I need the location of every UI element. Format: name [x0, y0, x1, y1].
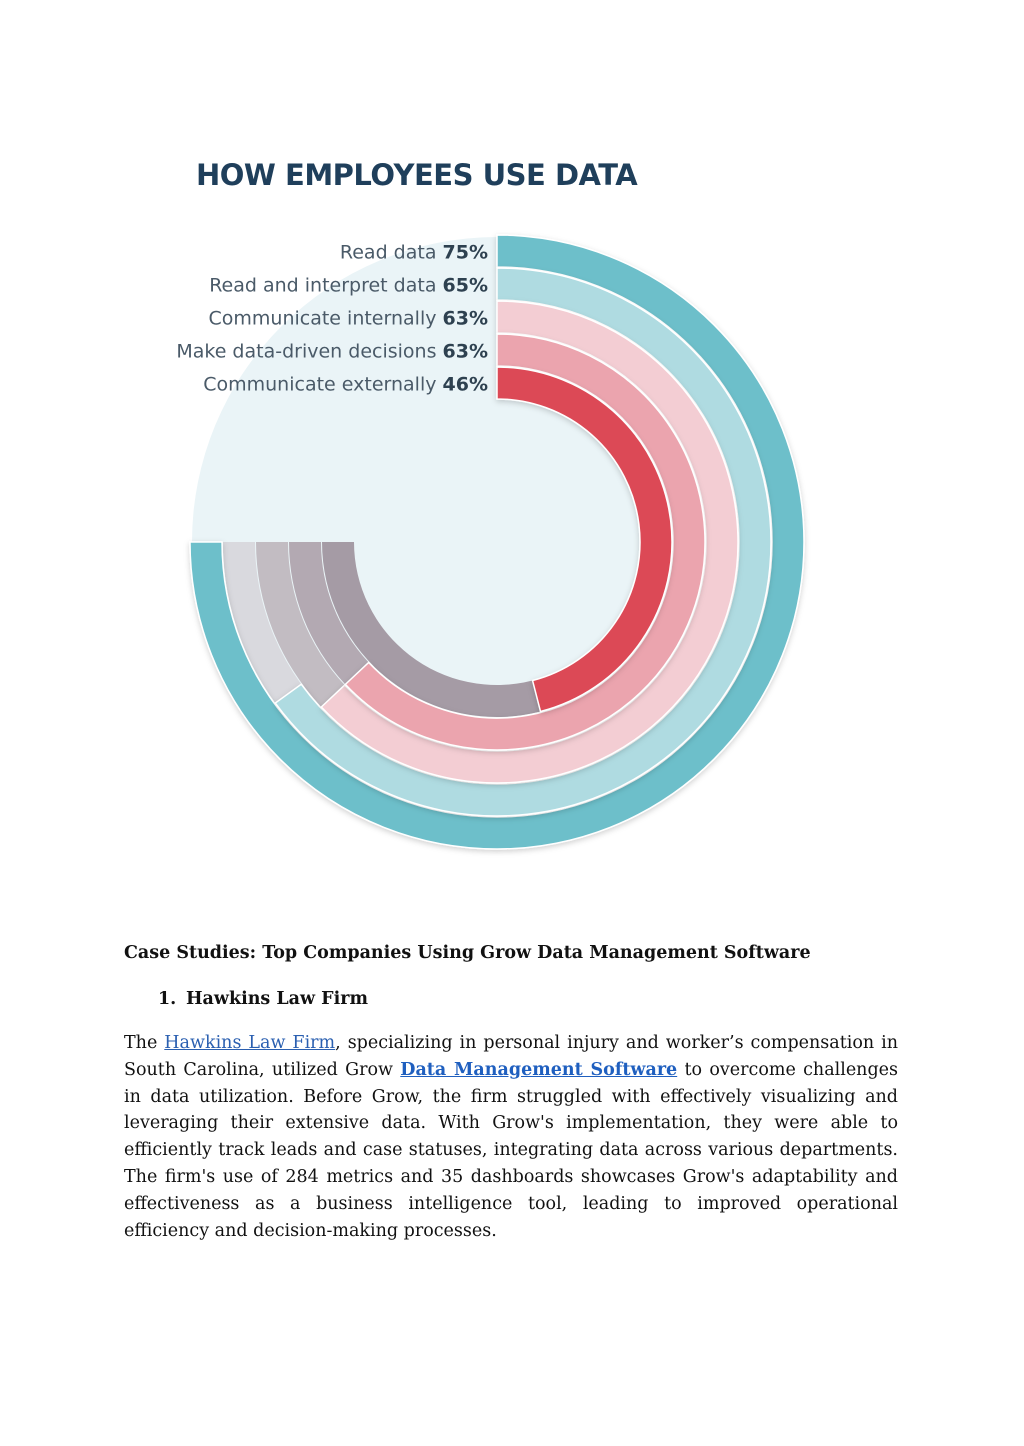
- ring-label-text-4: Make data-driven decisions: [176, 340, 443, 363]
- ring-value-1: 75%: [442, 241, 488, 264]
- ring-value-4: 63%: [442, 340, 488, 363]
- ring-label-text-1: Read data: [339, 241, 443, 264]
- chart-title: HOW EMPLOYEES USE DATA: [196, 158, 638, 192]
- list-item-number: 1.: [158, 989, 177, 1009]
- ring-value-2: 65%: [442, 274, 488, 297]
- section-heading: Case Studies: Top Companies Using Grow Data Management Software: [124, 943, 811, 963]
- data-management-software-link[interactable]: Data Management Software: [400, 1059, 678, 1080]
- para-start: The: [124, 1033, 165, 1053]
- para-mid: , specializing in personal injury and worker’s compensation in South Carolina, utilized Grow: [124, 1033, 898, 1080]
- ring-value-3: 63%: [442, 307, 488, 330]
- ring-label-text-3: Communicate internally: [208, 307, 443, 330]
- ring-label-text-5: Communicate externally: [203, 373, 443, 396]
- ring-label-1: [340, 242, 488, 264]
- document-body: [124, 938, 898, 1244]
- ring-label-text-2: Read and interpret data: [209, 274, 443, 297]
- ring-label-5: [203, 374, 488, 396]
- case-study-paragraph: [124, 1030, 898, 1244]
- ring-label-3: [209, 308, 489, 330]
- ring-label-2: [209, 275, 488, 297]
- ring-value-5: 46%: [442, 373, 488, 396]
- list-item-title: Hawkins Law Firm: [186, 989, 368, 1009]
- para-end: to overcome challenges in data utilization. Before Grow, the firm struggled with effectively visualizing and leveraging their extensive data. With Grow's implementation, they were able to efficiently track leads and case statuses, integrating data across various departments. The firm's use of 284 metrics and 35 dashboards showcases Grow's adaptability and effectiveness as a business intelligence tool, leading to improved operational efficiency and decision-making processes.: [124, 1059, 898, 1241]
- hawkins-law-firm-link[interactable]: Hawkins Law Firm: [164, 1033, 336, 1053]
- list-item: [158, 984, 898, 1014]
- ring-label-4: [176, 341, 488, 363]
